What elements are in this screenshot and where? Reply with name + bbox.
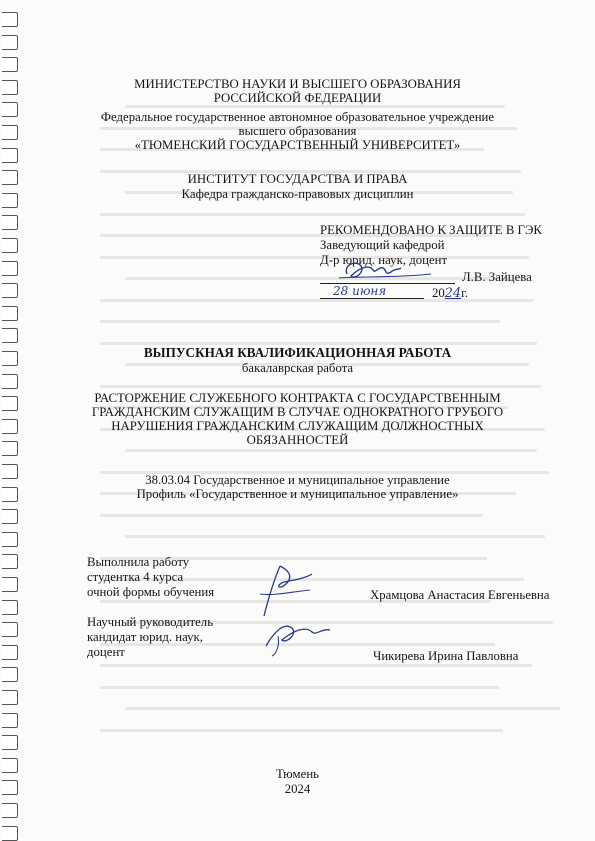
supervisor-label-1: Научный руководитель [87, 615, 214, 629]
binding-ring [2, 35, 18, 50]
bleed-through-line [100, 729, 503, 732]
topic-line-1: РАСТОРЖЕНИЕ СЛУЖЕБНОГО КОНТРАКТА С ГОСУДАРСТВЕННЫМ [94, 391, 501, 405]
work-level: бакалаврская работа [241, 361, 354, 375]
bleed-through-line [100, 256, 529, 259]
year: 2024 [284, 782, 311, 796]
binding-ring [2, 577, 18, 592]
binding-ring [2, 283, 18, 298]
binding-ring [2, 532, 18, 547]
approval-year-handwritten: 24 [444, 286, 462, 301]
work-type: ВЫПУСКНАЯ КВАЛИФИКАЦИОННАЯ РАБОТА [143, 345, 452, 360]
institute-name: ИНСТИТУТ ГОСУДАРСТВА И ПРАВА [187, 172, 408, 186]
binding-ring [2, 57, 18, 72]
ministry-line-1: МИНИСТЕРСТВО НАУКИ И ВЫСШЕГО ОБРАЗОВАНИЯ [134, 77, 461, 91]
binding-ring [2, 735, 18, 750]
bleed-through-line [125, 707, 560, 710]
supervisor-label-2: кандидат юрид. наук, [87, 630, 203, 644]
binding-ring [2, 713, 18, 728]
topic-line-2: ГРАЖДАНСКИМ СЛУЖАЩИМ В СЛУЧАЕ ОДНОКРАТНОГО ГРУБОГО [91, 405, 504, 419]
binding-ring [2, 12, 18, 27]
bleed-through-line [100, 385, 541, 388]
binding-ring [2, 509, 18, 524]
bleed-through-line [100, 213, 525, 216]
supervisor-label-3: доцент [87, 645, 125, 659]
student-name: Храмцова Анастасия Евгеньевна [370, 588, 550, 602]
student-label-1: Выполнила работу [87, 555, 190, 569]
supervisor-name: Чикирева Ирина Павловна [373, 649, 519, 663]
binding-ring [2, 667, 18, 682]
bleed-through-line [100, 320, 500, 323]
topic-line-3: НАРУШЕНИЯ ГРАЖДАНСКИМ СЛУЖАЩИМ ДОЛЖНОСТНЫХ [111, 419, 484, 433]
city: Тюмень [275, 767, 320, 781]
specialty: 38.03.04 Государственное и муниципальное управление [145, 473, 450, 487]
approval-year [432, 286, 468, 301]
institution-line-2: высшего образования [238, 124, 357, 138]
binding-ring [2, 803, 18, 818]
institution-line-1: Федеральное государственное автономное образовательное учреждение [100, 110, 495, 124]
bleed-through-line [125, 105, 505, 108]
binding-ring [2, 645, 18, 660]
approval-year-suffix: г. [461, 286, 469, 300]
bleed-through-line [100, 664, 532, 667]
student-label-2: студентка 4 курса [87, 570, 184, 584]
approval-date-handwritten: 28 июня [333, 284, 387, 298]
ministry-line-2: РОССИЙСКОЙ ФЕДЕРАЦИИ [213, 91, 382, 105]
binding-ring [2, 600, 18, 615]
bleed-through-line [125, 535, 545, 538]
binding-ring [2, 215, 18, 230]
approval-title: РЕКОМЕНДОВАНО К ЗАЩИТЕ В ГЭК [320, 223, 542, 237]
bleed-through-line [100, 686, 499, 689]
binding-ring [2, 690, 18, 705]
student-signature-image [250, 560, 330, 620]
binding-ring [2, 622, 18, 637]
binding-ring [2, 554, 18, 569]
binding-ring [2, 374, 18, 389]
department-name: Кафедра гражданско-правовых дисциплин [181, 187, 414, 201]
approval-position: Заведующий кафедрой [320, 238, 445, 252]
binding-ring [2, 261, 18, 276]
binding-ring [2, 328, 18, 343]
supervisor-signature-image [258, 612, 348, 657]
binding-ring [2, 306, 18, 321]
date-line [320, 298, 424, 299]
bleed-through-line [100, 514, 483, 517]
approval-year-prefix: 20 [432, 286, 445, 300]
head-signature-image [335, 256, 455, 286]
bleed-through-line [125, 449, 537, 452]
binding-ring [2, 826, 18, 841]
profile: Профиль «Государственное и муниципальное управление» [136, 487, 459, 501]
approval-degree: Д-р юрид. наук, доцент [320, 253, 448, 267]
topic-line-4: ОБЯЗАННОСТЕЙ [246, 433, 349, 447]
university-name: «ТЮМЕНСКИЙ ГОСУДАРСТВЕННЫЙ УНИВЕРСИТЕТ» [134, 138, 461, 152]
approval-name: Л.В. Зайцева [462, 270, 532, 284]
binding-ring [2, 238, 18, 253]
student-label-3: очной формы обучения [87, 585, 215, 599]
